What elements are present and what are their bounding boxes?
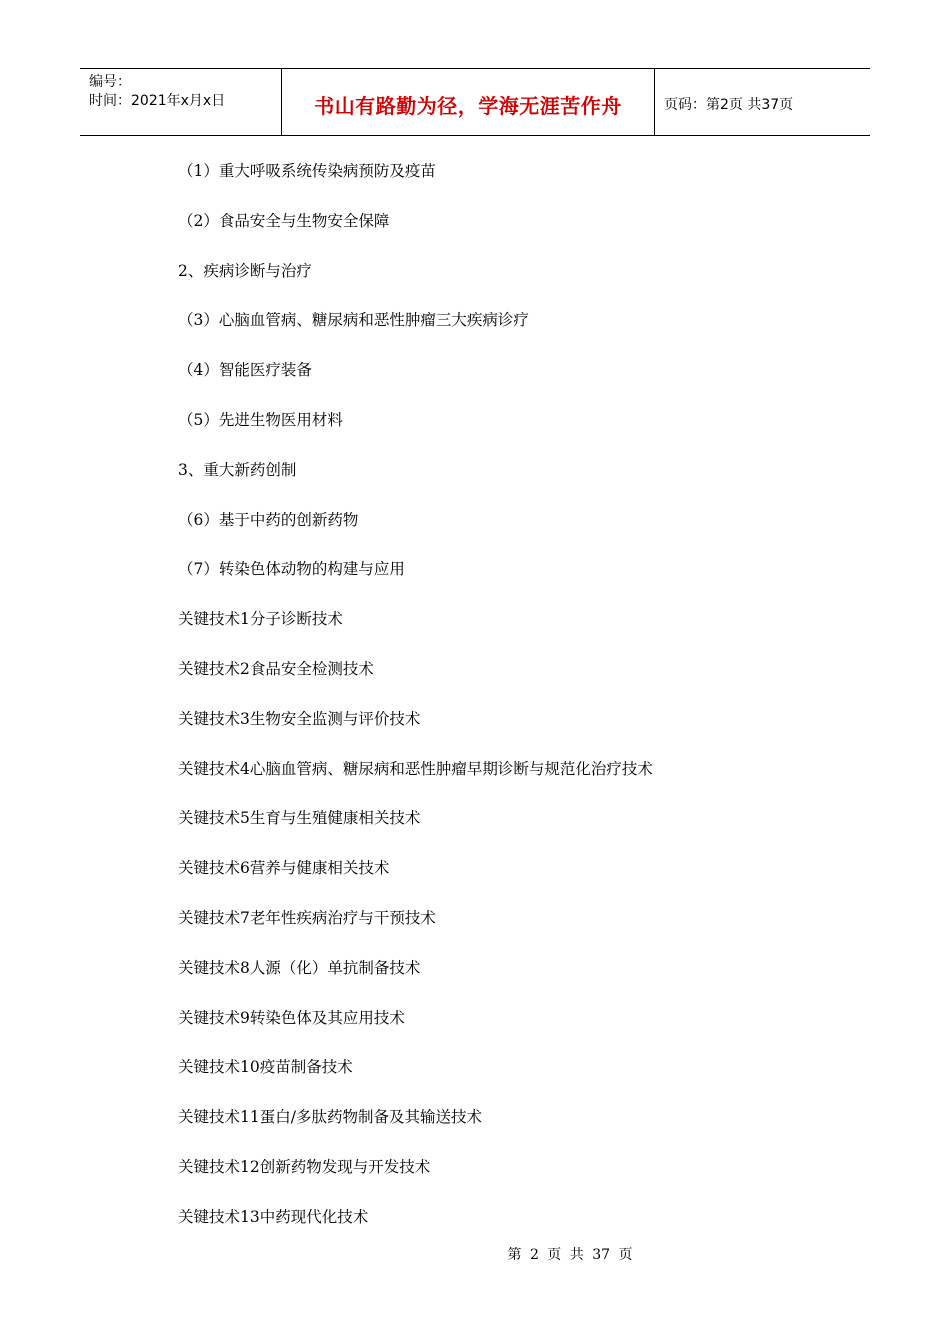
time-label: 时间：2021年x月x日 (89, 93, 226, 109)
body-line: 2、疾病诊断与治疗 (178, 261, 312, 280)
body-line: 关键技术2食品安全检测技术 (178, 659, 374, 678)
header-page-info (655, 69, 870, 135)
body-line: 关键技术4心脑血管病、糖尿病和恶性肿瘤早期诊断与规范化治疗技术 (178, 759, 653, 778)
body-line: 关键技术11蛋白/多肽药物制备及其输送技术 (178, 1108, 482, 1127)
body-line: 关键技术9转染色体及其应用技术 (178, 1008, 405, 1027)
page-header (80, 68, 870, 136)
body-line: （5）先进生物医用材料 (178, 410, 343, 429)
body-line: 3、重大新药创制 (178, 460, 297, 479)
body-line: 关键技术6营养与健康相关技术 (178, 859, 390, 878)
document-body (178, 157, 858, 1253)
body-line: （6）基于中药的创新药物 (178, 510, 359, 529)
body-line: 关键技术12创新药物发现与开发技术 (178, 1157, 431, 1176)
body-line: 关键技术13中药现代化技术 (178, 1207, 369, 1226)
header-motto-cell (282, 69, 655, 135)
body-line: （4）智能医疗装备 (178, 361, 312, 380)
header-meta (80, 69, 282, 135)
body-line: （7）转染色体动物的构建与应用 (178, 560, 405, 579)
body-line: （2）食品安全与生物安全保障 (178, 211, 390, 230)
body-line: 关键技术1分子诊断技术 (178, 610, 343, 629)
motto-text: 书山有路勤为径，学海无涯苦作舟 (314, 93, 622, 118)
footer-page-number: 第 2 页 共 37 页 (507, 1247, 633, 1263)
body-line: 关键技术8人源（化）单抗制备技术 (178, 958, 421, 977)
body-line: 关键技术7老年性疾病治疗与干预技术 (178, 908, 436, 927)
body-line: 关键技术10疫苗制备技术 (178, 1058, 353, 1077)
page-footer (0, 1244, 950, 1264)
body-line: （1）重大呼吸系统传染病预防及疫苗 (178, 162, 436, 180)
number-label: 编号： (89, 74, 131, 90)
body-line: 关键技术5生育与生殖健康相关技术 (178, 809, 421, 828)
body-line: （3）心脑血管病、糖尿病和恶性肿瘤三大疾病诊疗 (178, 311, 529, 330)
body-line: 关键技术3生物安全监测与评价技术 (178, 709, 421, 728)
page-info-text: 页码：第2页 共37页 (664, 97, 794, 113)
